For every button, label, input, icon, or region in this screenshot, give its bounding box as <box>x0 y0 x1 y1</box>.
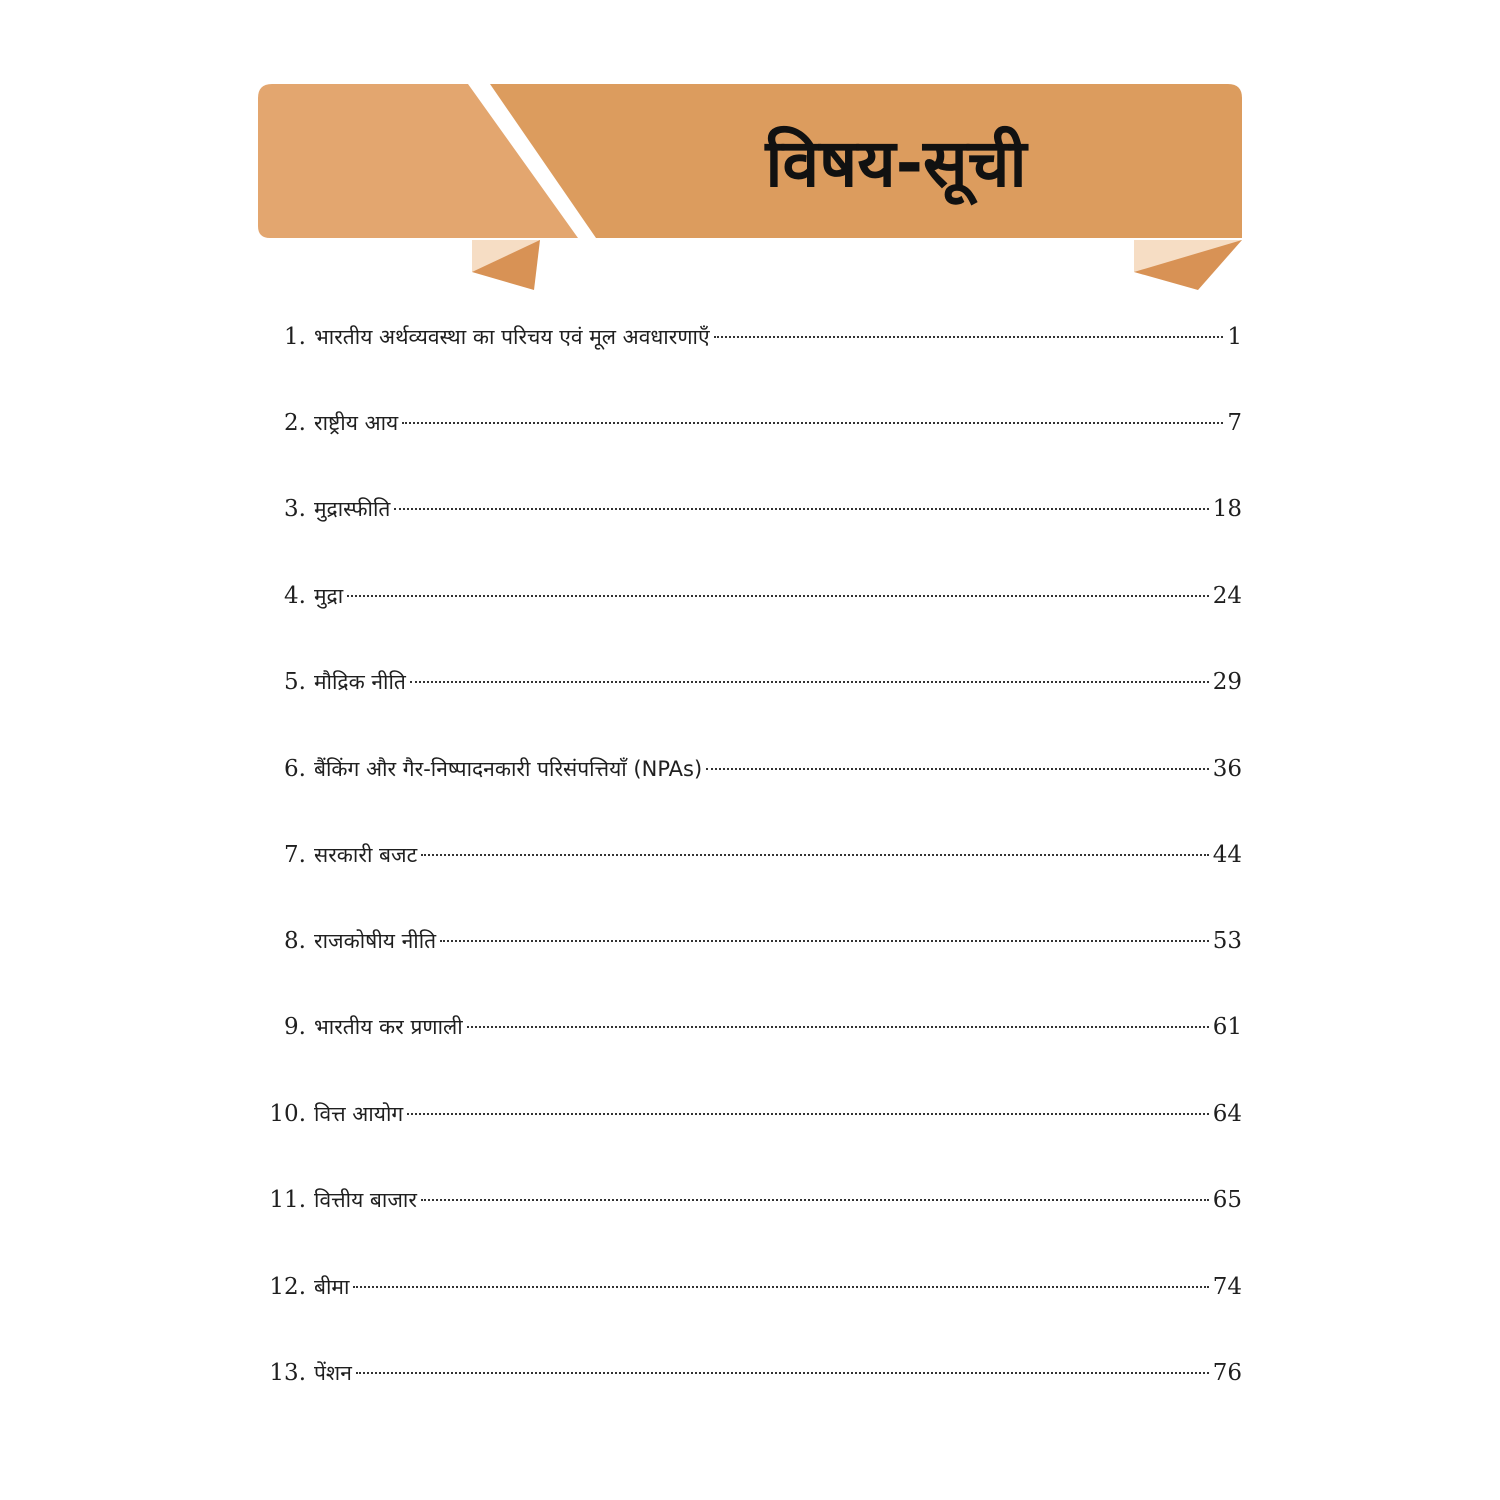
toc-item[interactable] <box>262 317 1242 357</box>
toc-item-title: भारतीय अर्थव्यवस्था का परिचय एवं मूल अवधारणाएँ <box>314 325 710 349</box>
toc-item[interactable] <box>262 1267 1242 1307</box>
toc-item-title: मौद्रिक नीति <box>314 670 406 694</box>
toc-item-page: 64 <box>1212 1101 1242 1127</box>
toc-item-number: 1. <box>284 324 306 350</box>
toc-item[interactable] <box>262 489 1242 529</box>
toc-item[interactable] <box>262 835 1242 875</box>
toc-item[interactable] <box>262 1353 1242 1393</box>
toc-item-title: मुद्रा <box>314 584 344 608</box>
toc-item-title: राजकोषीय नीति <box>314 929 437 953</box>
toc-item-title: वित्त आयोग <box>314 1102 404 1126</box>
toc-item-page: 44 <box>1212 842 1242 868</box>
toc-item[interactable] <box>262 749 1242 789</box>
dot-leader <box>421 1199 1209 1201</box>
toc-item-page: 7 <box>1227 410 1242 436</box>
toc-item-title: वित्तीय बाजार <box>314 1188 417 1212</box>
dot-leader <box>410 681 1209 683</box>
toc-item-page: 29 <box>1212 669 1242 695</box>
toc-item-page: 1 <box>1227 324 1242 350</box>
toc-item-number: 6. <box>284 756 306 782</box>
dot-leader <box>467 1026 1209 1028</box>
toc-item-page: 61 <box>1212 1014 1242 1040</box>
dot-leader <box>714 336 1224 338</box>
dot-leader <box>402 422 1223 424</box>
toc-item-number: 10. <box>269 1101 306 1127</box>
dot-leader <box>421 854 1209 856</box>
toc-item-title: भारतीय कर प्रणाली <box>314 1015 463 1039</box>
toc-item-title: बीमा <box>314 1275 350 1299</box>
toc-item-number: 3. <box>284 496 306 522</box>
toc-item-page: 65 <box>1212 1187 1242 1213</box>
toc-item-number: 12. <box>269 1274 306 1300</box>
dot-leader <box>407 1113 1209 1115</box>
toc-item-title: राष्ट्रीय आय <box>314 411 399 435</box>
toc-item[interactable] <box>262 1094 1242 1134</box>
toc-item-number: 13. <box>269 1360 306 1386</box>
dot-leader <box>440 940 1209 942</box>
toc-item-page: 24 <box>1212 583 1242 609</box>
toc-item-number: 8. <box>284 928 306 954</box>
page-title: विषय-सूची <box>765 125 1027 202</box>
dot-leader <box>394 508 1208 510</box>
toc-item-number: 2. <box>284 410 306 436</box>
dot-leader <box>353 1286 1208 1288</box>
toc-item-number: 9. <box>284 1014 306 1040</box>
toc-item-page: 76 <box>1212 1360 1242 1386</box>
dot-leader <box>706 768 1209 770</box>
toc-item-title: पेंशन <box>314 1361 352 1385</box>
toc-item[interactable] <box>262 403 1242 443</box>
toc-item-number: 5. <box>284 669 306 695</box>
toc-item-title: सरकारी बजट <box>314 843 418 867</box>
toc-item-page: 18 <box>1212 496 1242 522</box>
toc-item[interactable] <box>262 1180 1242 1220</box>
toc-item-number: 4. <box>284 583 306 609</box>
toc-item[interactable] <box>262 921 1242 961</box>
toc-item[interactable] <box>262 662 1242 702</box>
toc-item-page: 74 <box>1212 1274 1242 1300</box>
toc-item-title: बैंकिंग और गैर-निष्पादनकारी परिसंपत्तियाँ (NPAs) <box>314 757 703 781</box>
toc-item[interactable] <box>262 1007 1242 1047</box>
toc-item-title: मुद्रास्फीति <box>314 497 391 521</box>
toc-item-page: 36 <box>1212 756 1242 782</box>
toc-item-number: 11. <box>269 1187 306 1213</box>
toc-item-number: 7. <box>284 842 306 868</box>
toc-item-page: 53 <box>1212 928 1242 954</box>
toc-item[interactable] <box>262 576 1242 616</box>
dot-leader <box>347 595 1209 597</box>
dot-leader <box>356 1372 1209 1374</box>
